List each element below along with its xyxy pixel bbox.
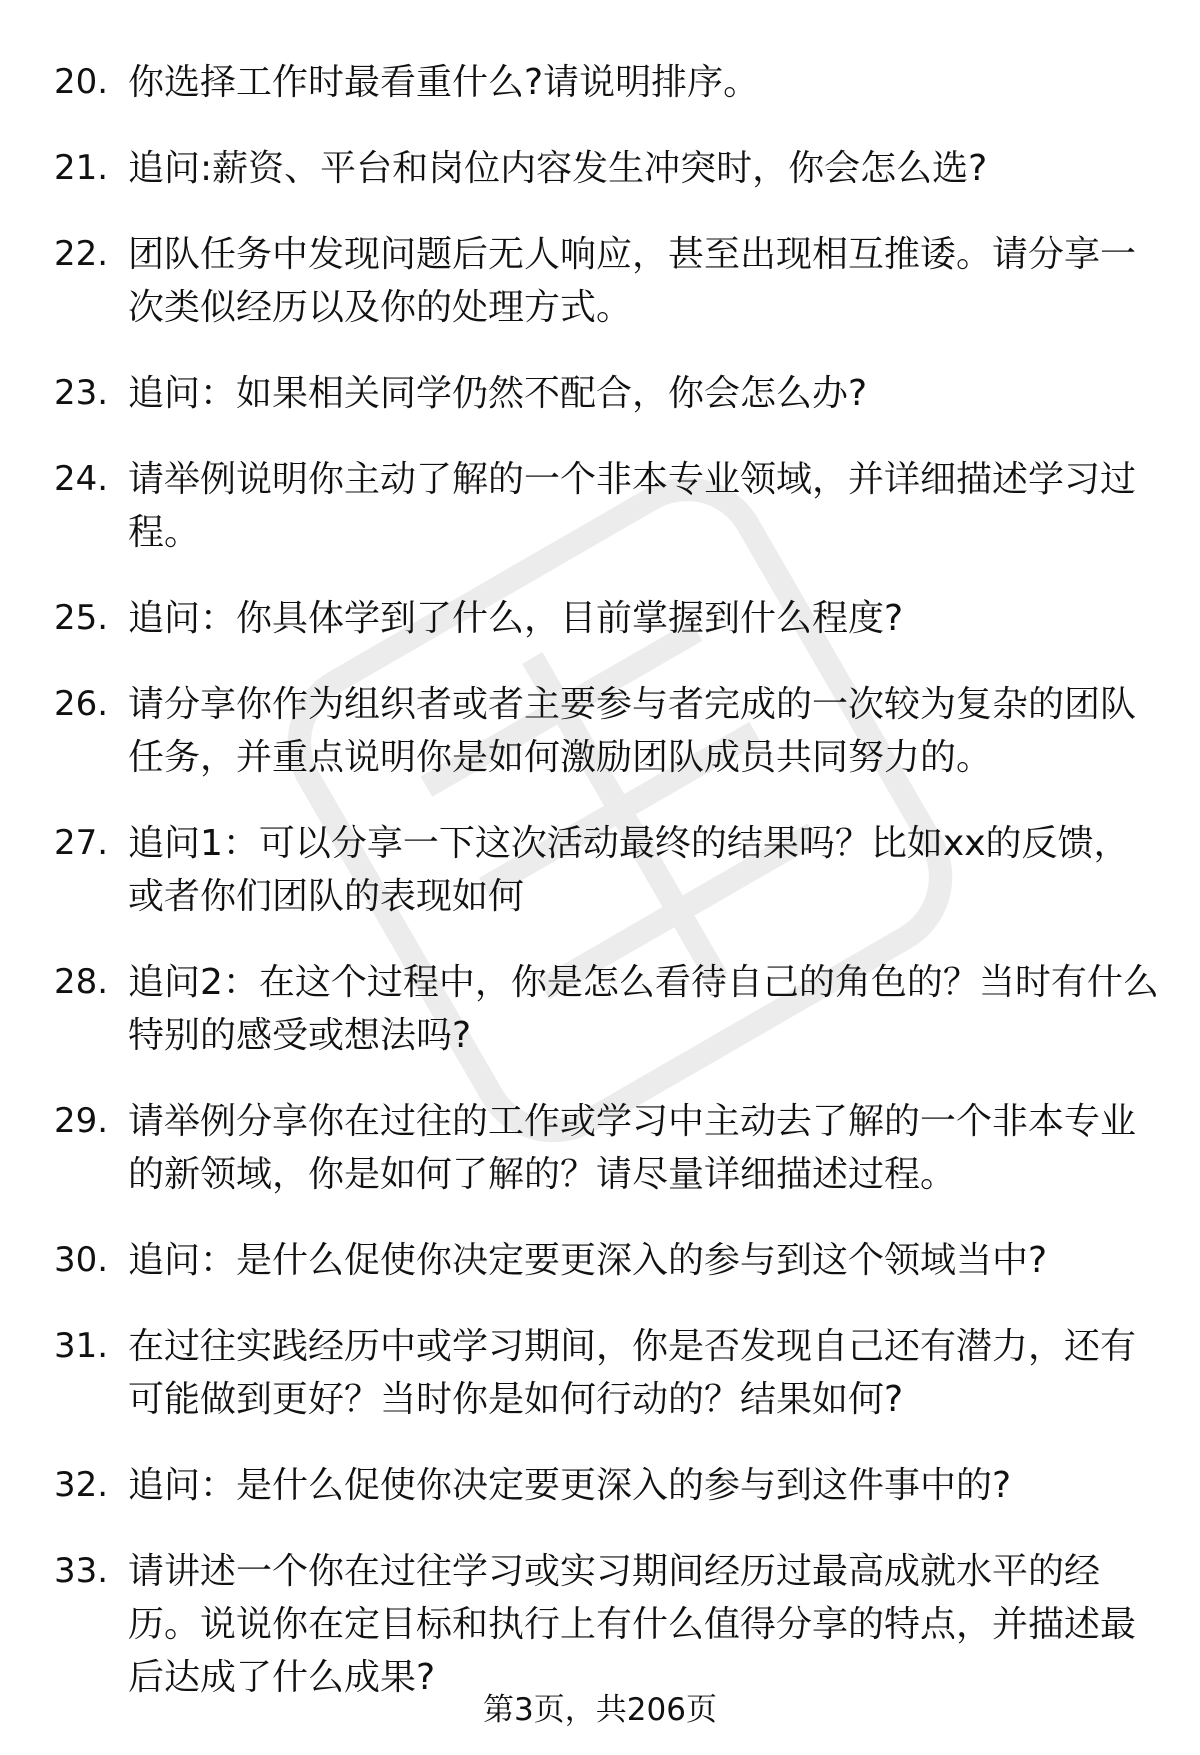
question-number: 32. bbox=[54, 1465, 109, 1505]
list-item bbox=[0, 817, 1200, 923]
question-number: 29. bbox=[54, 1101, 109, 1141]
list-item bbox=[0, 1545, 1200, 1704]
list-item bbox=[0, 1459, 1200, 1512]
page-footer: 第3页，共206页 bbox=[483, 1692, 717, 1728]
question-number: 26. bbox=[54, 684, 109, 724]
question-number: 23. bbox=[54, 373, 109, 413]
list-item bbox=[0, 56, 1200, 109]
question-text: 追问:薪资、平台和岗位内容发生冲突时，你会怎么选? bbox=[128, 148, 988, 189]
question-number: 24. bbox=[54, 459, 109, 499]
question-text: 追问：如果相关同学仍然不配合，你会怎么办? bbox=[128, 373, 868, 414]
question-number: 25. bbox=[54, 598, 109, 638]
question-text: 追问：是什么促使你决定要更深入的参与到这件事中的? bbox=[128, 1465, 1012, 1506]
question-number: 31. bbox=[54, 1326, 109, 1366]
question-number: 20. bbox=[54, 62, 109, 102]
question-number: 33. bbox=[54, 1551, 109, 1591]
question-text: 请举例分享你在过往的工作或学习中主动去了解的一个非本专业的新领域，你是如何了解的？请尽量详细描述过程。 bbox=[128, 1101, 1137, 1195]
list-item bbox=[0, 956, 1200, 1062]
question-number: 30. bbox=[54, 1240, 109, 1280]
list-item bbox=[0, 453, 1200, 559]
question-number: 28. bbox=[54, 962, 109, 1002]
question-text: 追问1：可以分享一下这次活动最终的结果吗？比如xx的反馈，或者你们团队的表现如何 bbox=[128, 823, 1130, 917]
list-item bbox=[0, 142, 1200, 195]
list-item bbox=[0, 1234, 1200, 1287]
question-text: 追问：你具体学到了什么，目前掌握到什么程度? bbox=[128, 598, 904, 639]
list-item bbox=[0, 592, 1200, 645]
question-text: 在过往实践经历中或学习期间，你是否发现自己还有潜力，还有可能做到更好？当时你是如何行动的？结果如何? bbox=[128, 1326, 1137, 1420]
list-item bbox=[0, 678, 1200, 784]
list-item bbox=[0, 1095, 1200, 1201]
list-item bbox=[0, 228, 1200, 334]
question-number: 22. bbox=[54, 234, 109, 274]
list-item bbox=[0, 367, 1200, 420]
question-text: 请讲述一个你在过往学习或实习期间经历过最高成就水平的经历。说说你在定目标和执行上有什么值得分享的特点，并描述最后达成了什么成果? bbox=[128, 1551, 1137, 1698]
question-text: 你选择工作时最看重什么?请说明排序。 bbox=[128, 62, 760, 103]
question-text: 请分享你作为组织者或者主要参与者完成的一次较为复杂的团队任务，并重点说明你是如何激励团队成员共同努力的。 bbox=[128, 684, 1137, 778]
question-text: 追问：是什么促使你决定要更深入的参与到这个领域当中? bbox=[128, 1240, 1048, 1281]
question-number: 27. bbox=[54, 823, 109, 863]
question-text: 追问2：在这个过程中，你是怎么看待自己的角色的？当时有什么特别的感受或想法吗? bbox=[128, 962, 1159, 1056]
question-list bbox=[0, 56, 1200, 1737]
list-item bbox=[0, 1320, 1200, 1426]
question-number: 21. bbox=[54, 148, 109, 188]
question-text: 团队任务中发现问题后无人响应，甚至出现相互推诿。请分享一次类似经历以及你的处理方式。 bbox=[128, 234, 1137, 328]
question-text: 请举例说明你主动了解的一个非本专业领域，并详细描述学习过程。 bbox=[128, 459, 1137, 553]
